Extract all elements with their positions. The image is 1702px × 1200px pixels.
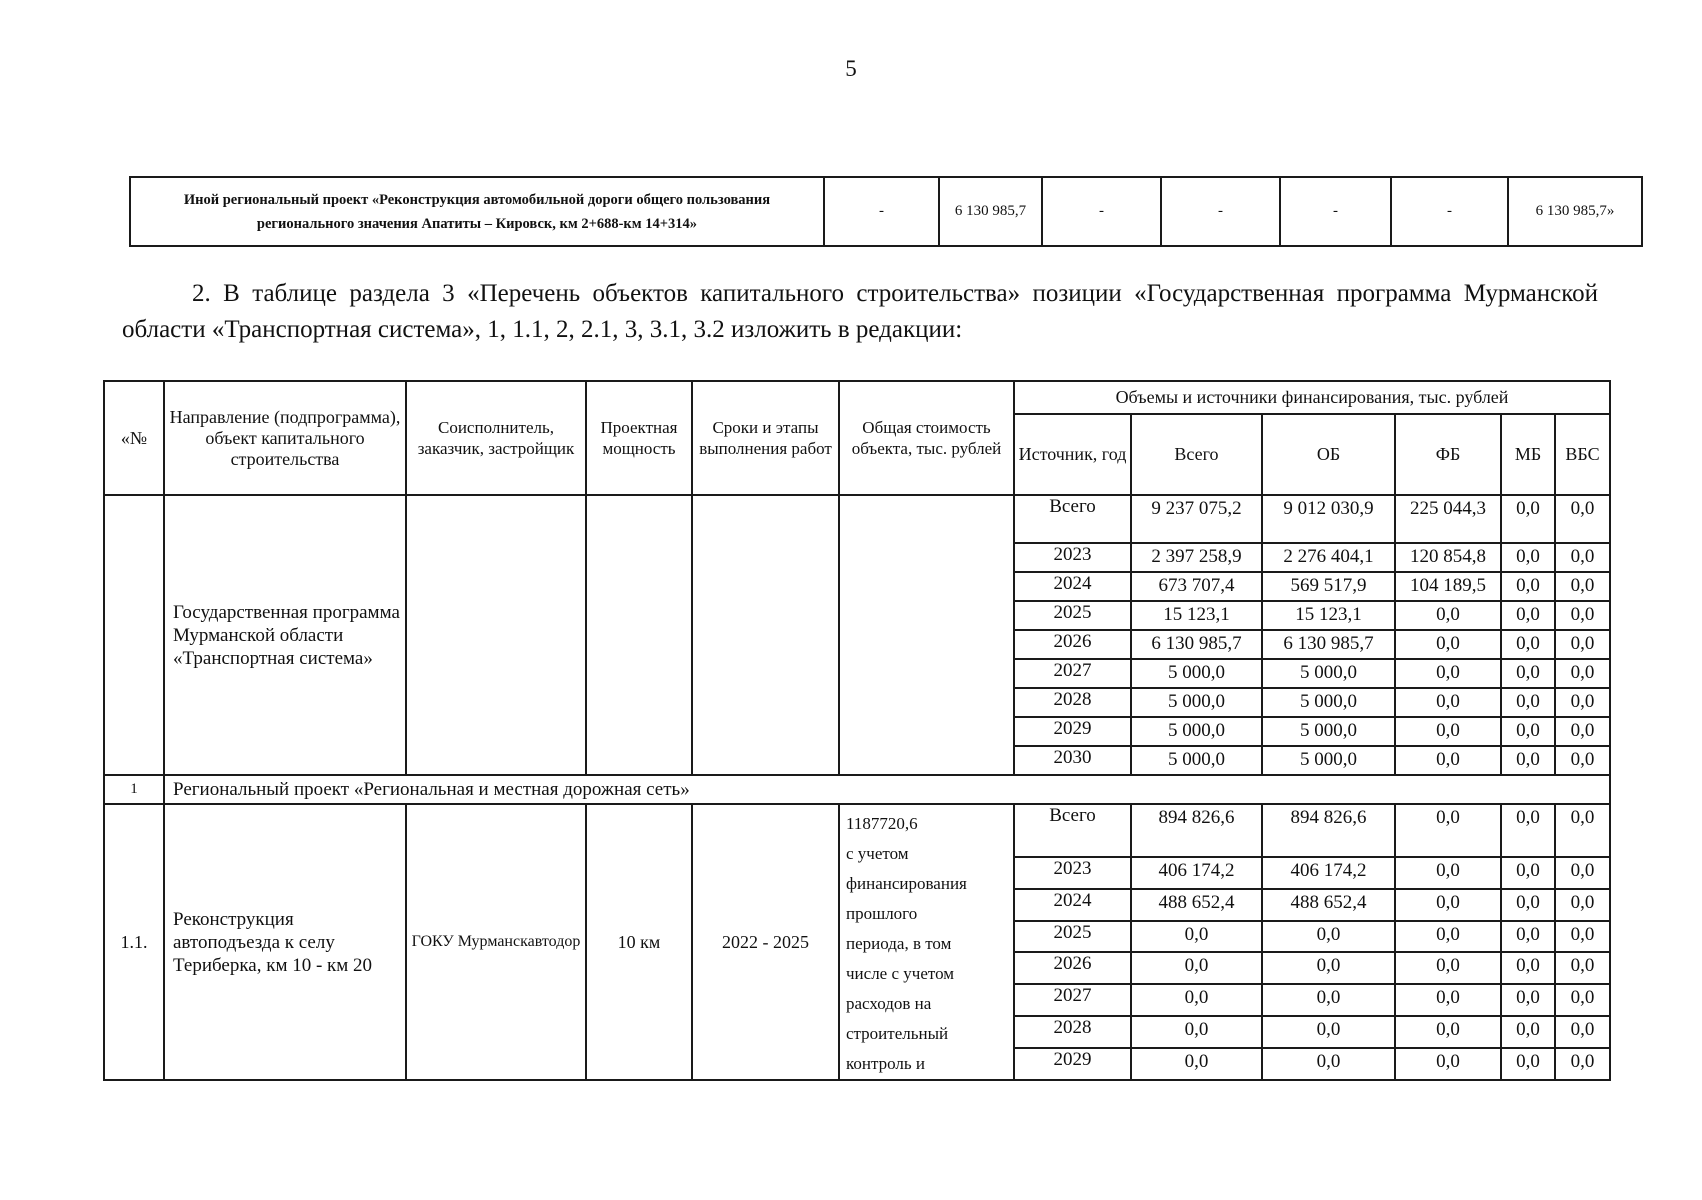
total-value: 9 237 075,2 [1131, 495, 1262, 543]
top-row-cell: - [1042, 177, 1161, 246]
amendment-paragraph: 2. В таблице раздела 3 «Перечень объектов капитального строительства» позиции «Государственная программа Мурманской области «Транспортная система», 1, 1.1, 2, 2.1, 3, 3.1, 3.2 изложить в редакции: [122, 280, 1598, 343]
header-direction: Направление (подпрограмма), объект капитального строительства [164, 381, 406, 495]
total-value: 5 000,0 [1131, 746, 1262, 775]
mb-value: 0,0 [1501, 746, 1555, 775]
top-row-cell: - [1280, 177, 1391, 246]
year-cell: Всего [1014, 495, 1131, 543]
fb-value: 120 854,8 [1395, 543, 1501, 572]
year-cell: 2027 [1014, 984, 1131, 1016]
vbs-value: 0,0 [1555, 952, 1610, 984]
mb-value: 0,0 [1501, 543, 1555, 572]
mb-value: 0,0 [1501, 952, 1555, 984]
ob-value: 9 012 030,9 [1262, 495, 1395, 543]
top-row-cell: 6 130 985,7» [1508, 177, 1642, 246]
mb-value: 0,0 [1501, 1016, 1555, 1048]
mb-value: 0,0 [1501, 572, 1555, 601]
header-terms: Сроки и этапы выполнения работ [692, 381, 839, 495]
header-fb: ФБ [1395, 414, 1501, 495]
header-source: Источник, год [1014, 414, 1131, 495]
total-value: 5 000,0 [1131, 659, 1262, 688]
vbs-value: 0,0 [1555, 717, 1610, 746]
top-table [129, 176, 1643, 247]
fb-value: 0,0 [1395, 601, 1501, 630]
ob-value: 0,0 [1262, 921, 1395, 953]
total-value: 0,0 [1131, 984, 1262, 1016]
header-total-cost: Общая стоимость объекта, тыс. рублей [839, 381, 1014, 495]
mb-value: 0,0 [1501, 889, 1555, 921]
cost-line: с учетом [846, 844, 909, 863]
fb-value: 0,0 [1395, 889, 1501, 921]
year-cell: Всего [1014, 804, 1131, 857]
program-name: Государственная программа Мурманской области «Транспортная система» [164, 495, 406, 775]
top-row-cell: - [824, 177, 939, 246]
total-value: 0,0 [1131, 952, 1262, 984]
total-value: 0,0 [1131, 921, 1262, 953]
year-cell: 2024 [1014, 889, 1131, 921]
item-terms: 2022 - 2025 [692, 804, 839, 1080]
cost-line: периода, в том [846, 934, 952, 953]
vbs-value: 0,0 [1555, 688, 1610, 717]
ob-value: 0,0 [1262, 1048, 1395, 1080]
mb-value: 0,0 [1501, 688, 1555, 717]
fb-value: 0,0 [1395, 717, 1501, 746]
year-cell: 2023 [1014, 857, 1131, 889]
ob-value: 488 652,4 [1262, 889, 1395, 921]
year-cell: 2028 [1014, 688, 1131, 717]
year-cell: 2026 [1014, 952, 1131, 984]
item-row [104, 804, 1610, 857]
ob-value: 15 123,1 [1262, 601, 1395, 630]
ob-value: 6 130 985,7 [1262, 630, 1395, 659]
vbs-value: 0,0 [1555, 804, 1610, 857]
section-row [104, 775, 1610, 804]
cost-line: расходов на [846, 994, 932, 1013]
item-coexecutor: ГОКУ Мурманскавтодор [406, 804, 586, 1080]
ob-value: 5 000,0 [1262, 688, 1395, 717]
vbs-value: 0,0 [1555, 572, 1610, 601]
vbs-value: 0,0 [1555, 601, 1610, 630]
fb-value: 0,0 [1395, 1016, 1501, 1048]
fb-value: 0,0 [1395, 659, 1501, 688]
fb-value: 0,0 [1395, 984, 1501, 1016]
mb-value: 0,0 [1501, 984, 1555, 1016]
top-row-name-line2: регионального значения Апатиты – Кировск, км 2+688-км 14+314» [256, 215, 698, 232]
year-cell: 2027 [1014, 659, 1131, 688]
header-financing: Объемы и источники финансирования, тыс. рублей [1014, 381, 1610, 414]
ob-value: 2 276 404,1 [1262, 543, 1395, 572]
vbs-value: 0,0 [1555, 921, 1610, 953]
total-value: 673 707,4 [1131, 572, 1262, 601]
cost-line: числе с учетом [846, 964, 955, 983]
capital-construction-table [103, 380, 1611, 1081]
fb-value: 0,0 [1395, 746, 1501, 775]
total-value: 2 397 258,9 [1131, 543, 1262, 572]
total-value: 488 652,4 [1131, 889, 1262, 921]
fb-value: 0,0 [1395, 921, 1501, 953]
section-title: Региональный проект «Региональная и местная дорожная сеть» [164, 775, 1610, 804]
item-capacity: 10 км [586, 804, 692, 1080]
ob-value: 0,0 [1262, 1016, 1395, 1048]
ob-value: 5 000,0 [1262, 717, 1395, 746]
fb-value: 0,0 [1395, 1048, 1501, 1080]
top-row-cell: 6 130 985,7 [939, 177, 1042, 246]
total-value: 0,0 [1131, 1048, 1262, 1080]
ob-value: 569 517,9 [1262, 572, 1395, 601]
program-coexecutor-cell [406, 495, 586, 775]
cost-line: прошлого [846, 904, 918, 923]
year-cell: 2029 [1014, 1048, 1131, 1080]
mb-value: 0,0 [1501, 630, 1555, 659]
total-value: 5 000,0 [1131, 717, 1262, 746]
header-coexecutor: Соисполнитель, заказчик, застройщик [406, 381, 586, 495]
ob-value: 0,0 [1262, 952, 1395, 984]
program-capacity-cell [586, 495, 692, 775]
ob-value: 5 000,0 [1262, 746, 1395, 775]
fb-value: 0,0 [1395, 857, 1501, 889]
year-cell: 2026 [1014, 630, 1131, 659]
mb-value: 0,0 [1501, 1048, 1555, 1080]
top-row-cell: - [1161, 177, 1280, 246]
total-value: 5 000,0 [1131, 688, 1262, 717]
top-row-name [130, 177, 824, 246]
year-cell: 2025 [1014, 921, 1131, 953]
header-total: Всего [1131, 414, 1262, 495]
header-vbs: ВБС [1555, 414, 1610, 495]
item-no: 1.1. [104, 804, 164, 1080]
year-cell: 2028 [1014, 1016, 1131, 1048]
fb-value: 225 044,3 [1395, 495, 1501, 543]
vbs-value: 0,0 [1555, 984, 1610, 1016]
ob-value: 0,0 [1262, 984, 1395, 1016]
year-cell: 2025 [1014, 601, 1131, 630]
cost-line: финансирования [846, 874, 967, 893]
total-value: 894 826,6 [1131, 804, 1262, 857]
cost-line: 1187720,6 [846, 814, 918, 833]
total-value: 406 174,2 [1131, 857, 1262, 889]
fb-value: 0,0 [1395, 804, 1501, 857]
vbs-value: 0,0 [1555, 857, 1610, 889]
vbs-value: 0,0 [1555, 1016, 1610, 1048]
cost-line: контроль и [846, 1054, 925, 1073]
mb-value: 0,0 [1501, 717, 1555, 746]
total-value: 6 130 985,7 [1131, 630, 1262, 659]
mb-value: 0,0 [1501, 804, 1555, 857]
mb-value: 0,0 [1501, 921, 1555, 953]
page-number: 5 [845, 56, 857, 81]
top-row-cell: - [1391, 177, 1508, 246]
vbs-value: 0,0 [1555, 746, 1610, 775]
year-cell: 2029 [1014, 717, 1131, 746]
vbs-value: 0,0 [1555, 889, 1610, 921]
vbs-value: 0,0 [1555, 495, 1610, 543]
mb-value: 0,0 [1501, 495, 1555, 543]
year-cell: 2023 [1014, 543, 1131, 572]
vbs-value: 0,0 [1555, 659, 1610, 688]
fb-value: 0,0 [1395, 952, 1501, 984]
mb-value: 0,0 [1501, 659, 1555, 688]
header-mb: МБ [1501, 414, 1555, 495]
total-value: 15 123,1 [1131, 601, 1262, 630]
fb-value: 0,0 [1395, 688, 1501, 717]
fb-value: 104 189,5 [1395, 572, 1501, 601]
ob-value: 5 000,0 [1262, 659, 1395, 688]
ob-value: 894 826,6 [1262, 804, 1395, 857]
year-cell: 2030 [1014, 746, 1131, 775]
program-cost-cell [839, 495, 1014, 775]
cost-line: строительный [846, 1024, 949, 1043]
year-cell: 2024 [1014, 572, 1131, 601]
section-no: 1 [104, 775, 164, 804]
vbs-value: 0,0 [1555, 630, 1610, 659]
header-ob: ОБ [1262, 414, 1395, 495]
program-no-cell [104, 495, 164, 775]
item-name: Реконструкция автоподъезда к селу Териберка, км 10 - км 20 [164, 804, 406, 1080]
total-value: 0,0 [1131, 1016, 1262, 1048]
vbs-value: 0,0 [1555, 543, 1610, 572]
top-row-name-line1: Иной региональный проект «Реконструкция автомобильной дороги общего пользования [183, 191, 771, 208]
program-row [104, 495, 1610, 543]
header-capacity: Проектная мощность [586, 381, 692, 495]
mb-value: 0,0 [1501, 857, 1555, 889]
vbs-value: 0,0 [1555, 1048, 1610, 1080]
item-total-cost [839, 804, 1014, 1080]
mb-value: 0,0 [1501, 601, 1555, 630]
header-no: «№ [104, 381, 164, 495]
fb-value: 0,0 [1395, 630, 1501, 659]
program-terms-cell [692, 495, 839, 775]
ob-value: 406 174,2 [1262, 857, 1395, 889]
